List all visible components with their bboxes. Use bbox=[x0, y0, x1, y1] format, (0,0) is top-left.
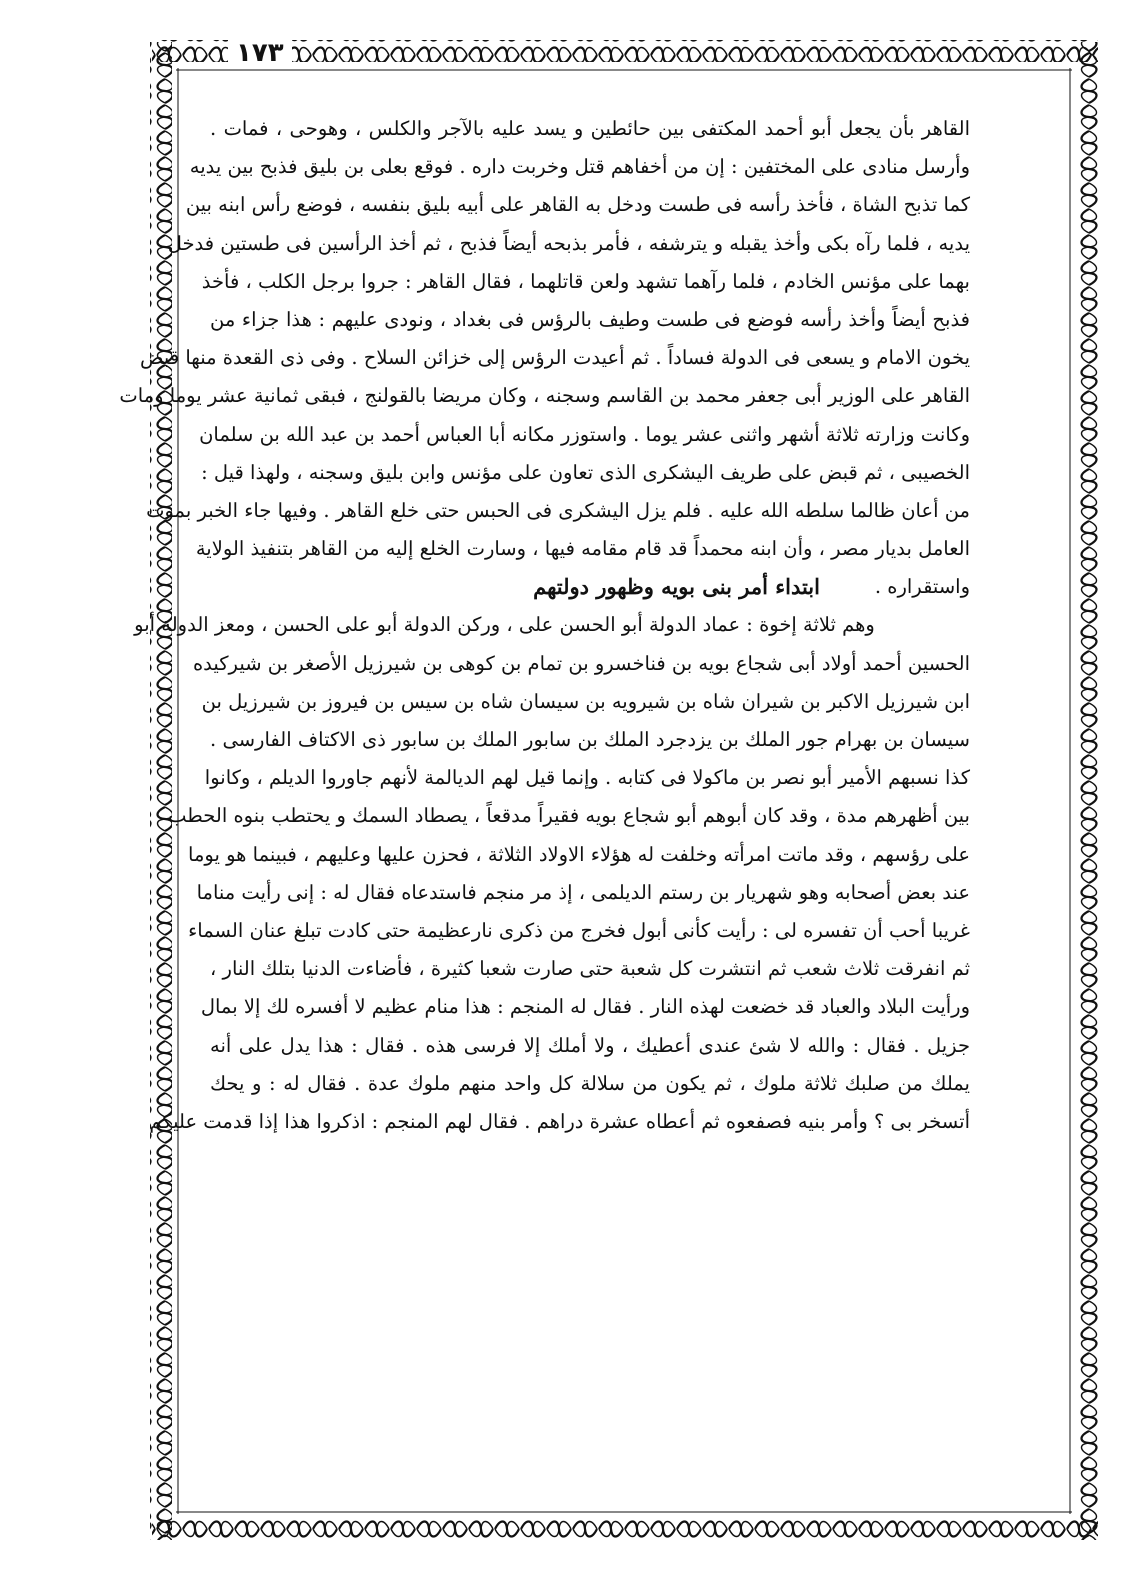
text-line: عند بعض أصحابه وهو شهريار بن رستم الديلمى ، إذ مر منجم فاستدعاه فقال له : إنى رأيت مناما bbox=[196, 880, 970, 904]
text-line: الخصيبى ، ثم قبض على طريف اليشكرى الذى تعاون على مؤنس وابن بليق وسجنه ، ولهذا قيل : bbox=[201, 460, 970, 484]
text-line: بهما على مؤنس الخادم ، فلما رآهما تشهد ولعن قاتلهما ، فقال القاهر : جروا برجل الكلب ، فأخذ bbox=[201, 269, 970, 293]
text-line: القاهر بأن يجعل أبو أحمد المكتفى بين حائطين و يسد عليه بالآجر والكلس ، وهوحى ، فمات . bbox=[210, 117, 970, 140]
text-line: فذبح أيضاً وأخذ رأسه فوضع فى طست وطيف بالرؤس فى بغداد ، ونودى عليهم : هذا جزاء من bbox=[210, 307, 970, 331]
section-heading: ابتداء أمر بنى بويه وظهور دولتهم bbox=[533, 574, 820, 600]
text-line: الحسين أحمد أولاد أبى شجاع بويه بن فناخسرو بن تمام بن كوهى بن شيرزيل الأصغر بن شيركيده bbox=[192, 651, 970, 675]
text-line: غريبا أحب أن تفسره لى : رأيت كأنى أبول فخرج من ذكرى نارعظيمة حتى كادت تبلغ عنان السماء bbox=[188, 918, 970, 942]
text-line: سيسان بن بهرام جور الملك بن يزدجرد الملك بن سابور الملك بن سابور ذى الاكتاف الفارسى . bbox=[210, 728, 970, 751]
text-line: ورأيت البلاد والعباد قد خضعت لهذه النار . فقال له المنجم : هذا منام عظيم لا أفسره لك إلا بمال bbox=[200, 995, 970, 1019]
text-line: أتسخر بى ؟ وأمر بنيه فصفعوه ثم أعطاه عشرة دراهم . فقال لهم المنجم : اذكروا هذا إذا قدمت عليكم bbox=[149, 1109, 970, 1133]
text-line: ابن شيرزيل الاكبر بن شيران شاه بن شيرويه بن سيسان شاه بن سيس بن فيروز بن شيرزيل بن bbox=[201, 689, 970, 713]
text-line: يديه ، فلما رآه بكى وأخذ يقبله و يترشفه ، فأمر بذبحه أيضاً فذبح ، ثم أخذ الرأسين فى طستين فدخل bbox=[167, 231, 970, 255]
body-text bbox=[119, 110, 970, 1141]
text-line: بين أظهرهم مدة ، وقد كان أبوهم أبو شجاع بويه فقيراً مدقعاً ، يصطاد السمك و يحتطب بنوه الحطب bbox=[168, 804, 970, 828]
text-line: جزيل . فقال : والله لا شئ عندى أعطيك ، ولا أملك إلا فرسى هذه . فقال : هذا يدل على أنه bbox=[210, 1033, 970, 1057]
text-line: العامل بديار مصر ، وأن ابنه محمداً قد قام مقامه فيها ، وسارت الخلع إليه من القاهر بتنفيذ الولاية bbox=[195, 537, 970, 561]
text-line: كذا نسبهم الأمير أبو نصر بن ماكولا فى كتابه . وإنما قيل لهم الديالمة لأنهم جاوروا الديلم ، وكانوا bbox=[204, 766, 970, 790]
text-line: ثم انفرقت ثلاث شعب ثم انتشرت كل شعبة حتى صارت شعبا كثيرة ، فأضاءت الدنيا بتلك النار ، bbox=[210, 957, 970, 981]
text-line: وكانت وزارته ثلاثة أشهر واثنى عشر يوما . واستوزر مكانه أبا العباس أحمد بن عبد الله بن سلمان bbox=[199, 422, 970, 446]
page-number: ١٧٣ bbox=[228, 38, 292, 68]
text-line: وهم ثلاثة إخوة : عماد الدولة أبو الحسن على ، وركن الدولة أبو على الحسن ، ومعز الدولة أبو bbox=[134, 613, 875, 637]
text-line: يخون الامام و يسعى فى الدولة فساداً . ثم أعيدت الرؤس إلى خزائن السلاح . وفى ذى القعدة منها قبض bbox=[140, 346, 970, 370]
text-line: وأرسل منادى على المختفين : إن من أخفاهم قتل وخربت داره . فوقع بعلى بن بليق فذبح بين يديه bbox=[189, 155, 970, 179]
text-line: يملك من صلبك ثلاثة ملوك ، ثم يكون من سلالة كل واحد منهم ملوك عدة . فقال له : و يحك bbox=[210, 1071, 970, 1095]
text-line: القاهر على الوزير أبى جعفر محمد بن القاسم وسجنه ، وكان مريضا بالقولنج ، فبقى ثمانية عشر يوما ومات bbox=[119, 384, 970, 408]
heading-line bbox=[210, 568, 970, 606]
text-line-end: واستقراره . bbox=[874, 575, 970, 599]
text-line: كما تذبح الشاة ، فأخذ رأسه فى طست ودخل به القاهر على أبيه بليق بنفسه ، فوضع رأس ابنه بين bbox=[185, 193, 970, 217]
text-line: على رؤسهم ، وقد ماتت امرأته وخلفت له هؤلاء الاولاد الثلاثة ، فحزن عليها وعليهم ، فبينما هو يوما bbox=[188, 842, 970, 866]
text-line: من أعان ظالما سلطه الله عليه . فلم يزل اليشكرى فى الحبس حتى خلع القاهر . وفيها جاء الخبر بموت bbox=[146, 498, 970, 522]
